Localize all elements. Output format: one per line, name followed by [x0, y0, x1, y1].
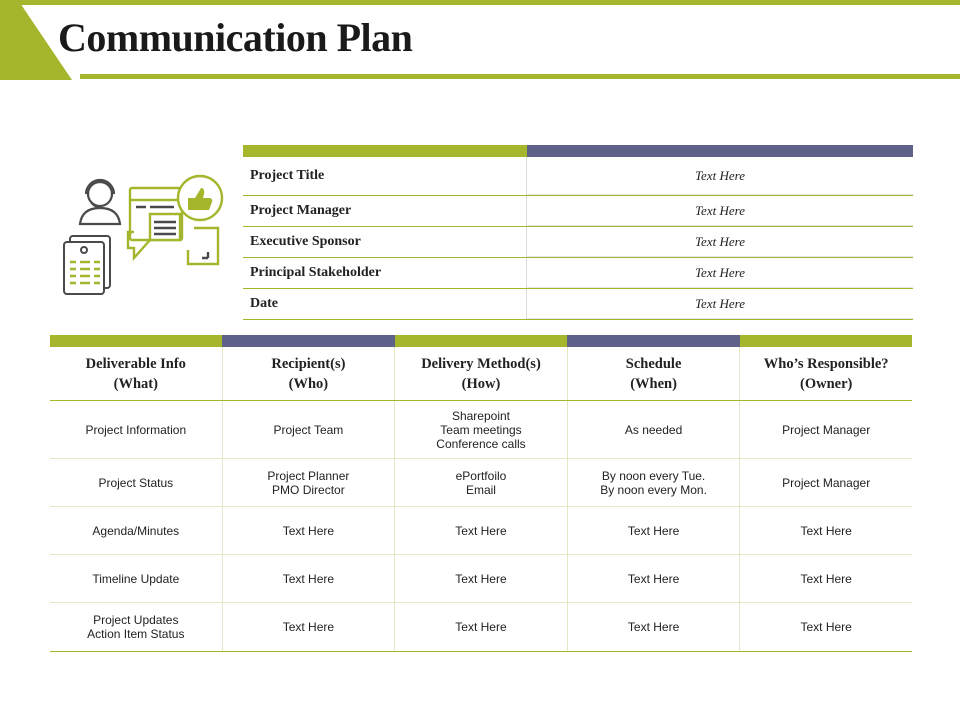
info-table-header-bands [243, 145, 913, 157]
table-cell-line: Text Here [800, 571, 852, 586]
plan-band-blue [222, 335, 394, 347]
plan-band-green [395, 335, 567, 347]
table-cell-line: Text Here [282, 523, 335, 538]
table-cell [394, 603, 567, 651]
info-label: Principal Stakeholder [243, 258, 527, 288]
table-cell-line: By noon every Tue. [601, 468, 706, 483]
column-header [394, 347, 567, 400]
page-title: Communication Plan [58, 15, 413, 60]
table-cell-line: PMO Director [272, 482, 345, 497]
table-cell [567, 459, 740, 506]
table-cell [394, 401, 567, 458]
table-cell [222, 555, 395, 602]
table-cell [567, 401, 740, 458]
table-cell [567, 603, 740, 651]
table-cell [567, 507, 740, 554]
plan-table-header-bands [50, 335, 912, 347]
column-header-line: (How) [461, 375, 501, 392]
table-cell-line: Text Here [800, 523, 852, 538]
thumbs-up-icon [178, 176, 222, 220]
top-accent-bar [0, 0, 960, 5]
info-label: Date [243, 289, 527, 319]
table-cell [50, 603, 222, 651]
column-header-line: (Who) [288, 375, 329, 392]
info-value: Text Here [527, 289, 913, 319]
info-row-executive-sponsor [243, 227, 913, 258]
title-underline [80, 74, 960, 79]
table-cell [739, 401, 912, 458]
table-cell-line: Project Manager [782, 422, 871, 437]
table-row [50, 555, 912, 603]
table-cell-line: Text Here [627, 571, 680, 586]
plan-band-green [740, 335, 912, 347]
table-cell [50, 555, 222, 602]
table-cell-line: Text Here [455, 620, 507, 634]
plan-table-header-row [50, 347, 912, 401]
table-cell-line: As needed [624, 422, 683, 437]
table-cell [222, 603, 395, 651]
column-header-line: Delivery Method(s) [421, 355, 541, 372]
table-cell-line: Text Here [800, 620, 852, 634]
table-cell [739, 603, 912, 651]
column-header [567, 347, 740, 400]
column-header-line: Deliverable Info [85, 355, 186, 372]
info-label: Project Manager [243, 196, 527, 226]
column-header [222, 347, 395, 400]
table-cell [394, 555, 567, 602]
table-cell [739, 459, 912, 506]
table-cell [50, 507, 222, 554]
table-cell-line: ePortfoilo [455, 468, 507, 483]
table-cell-line: Text Here [282, 571, 335, 586]
info-label: Project Title [243, 157, 527, 195]
communication-icon-cluster [58, 172, 228, 300]
info-value: Text Here [527, 258, 913, 288]
info-row-date [243, 289, 913, 320]
plan-table-body [50, 401, 912, 652]
column-header-line: (When) [630, 375, 677, 392]
table-cell-line: Agenda/Minutes [92, 523, 180, 538]
document-list-icon [64, 236, 110, 294]
info-label: Executive Sponsor [243, 227, 527, 257]
table-cell [394, 459, 567, 506]
communication-plan-table [50, 335, 912, 652]
table-cell-line: Project Status [98, 475, 174, 490]
table-cell [222, 459, 395, 506]
table-cell-line: Text Here [627, 523, 680, 538]
table-cell-line: Action Item Status [87, 627, 185, 641]
table-cell-line: Project Planner [267, 468, 350, 483]
info-value: Text Here [527, 196, 913, 226]
table-row [50, 459, 912, 507]
table-row [50, 603, 912, 652]
table-cell-line: Email [465, 482, 496, 497]
column-header [50, 347, 222, 400]
table-cell-line: Project Information [85, 422, 187, 437]
chat-bubble-icon [150, 214, 180, 240]
plan-band-green [50, 335, 222, 347]
info-band-blue [527, 145, 913, 157]
info-value: Text Here [527, 157, 913, 195]
column-header-line: Who’s Responsible? [763, 355, 889, 372]
column-header-line: (Owner) [800, 375, 853, 392]
table-cell [739, 507, 912, 554]
table-cell [222, 507, 395, 554]
table-cell [222, 401, 395, 458]
column-header-line: Recipient(s) [271, 355, 346, 372]
table-cell-line: Team meetings [440, 422, 522, 437]
info-value: Text Here [527, 227, 913, 257]
table-cell [50, 459, 222, 506]
table-cell-line: Project Manager [782, 475, 871, 490]
table-cell-line: Text Here [627, 620, 680, 634]
table-cell-line: Project Team [273, 422, 344, 437]
table-cell-line: Text Here [455, 523, 507, 538]
person-headset-icon [80, 180, 120, 224]
table-cell [50, 401, 222, 458]
table-cell [394, 507, 567, 554]
table-cell-line: Text Here [282, 620, 335, 634]
table-cell-line: Timeline Update [92, 571, 180, 586]
info-row-principal-stakeholder [243, 258, 913, 289]
column-header [739, 347, 912, 400]
column-header-line: (What) [113, 375, 158, 392]
project-info-table [243, 145, 913, 320]
column-header-line: Schedule [625, 355, 682, 372]
info-row-project-manager [243, 196, 913, 227]
table-cell-line: Sharepoint [451, 408, 510, 423]
table-cell-line: Conference calls [436, 436, 526, 451]
info-row-project-title [243, 157, 913, 196]
table-row [50, 401, 912, 459]
table-cell [567, 555, 740, 602]
table-cell-line: Text Here [455, 571, 507, 586]
plan-band-blue [567, 335, 739, 347]
info-band-green [243, 145, 527, 157]
table-cell [739, 555, 912, 602]
table-cell-line: Project Updates [93, 613, 179, 627]
table-row [50, 507, 912, 555]
table-cell-line: By noon every Mon. [600, 482, 707, 497]
